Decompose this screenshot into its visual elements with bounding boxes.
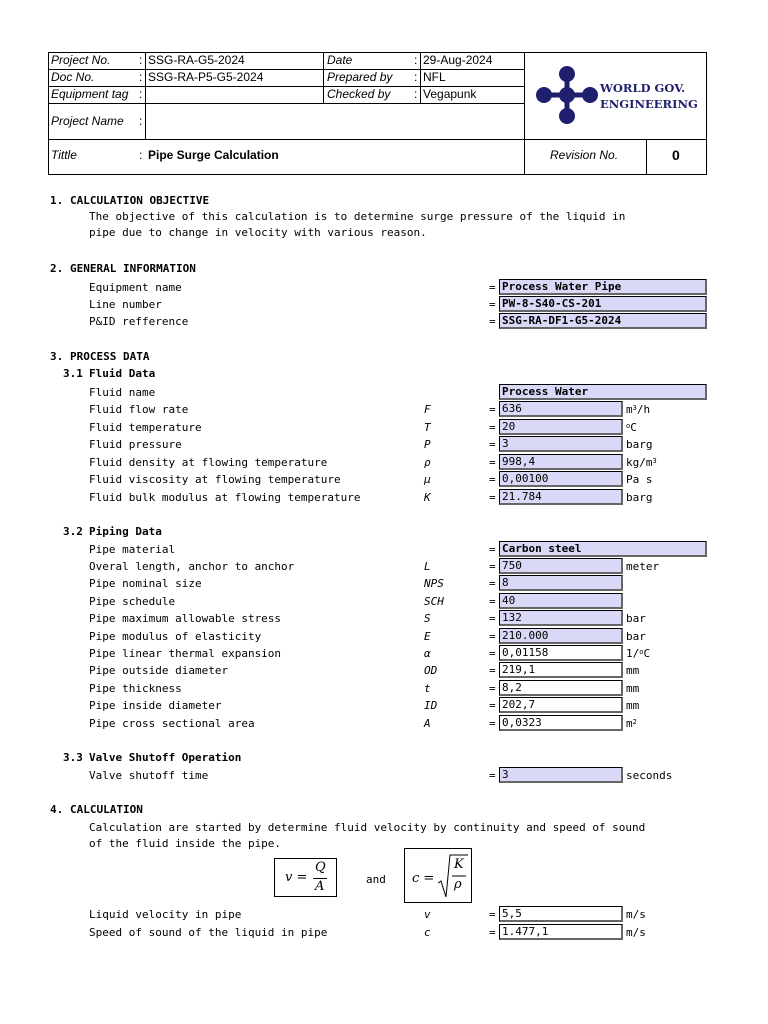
pipe-value-field: 219,1 — [499, 662, 623, 678]
section-number: 1. — [50, 194, 64, 207]
equals-sign: = — [489, 560, 496, 573]
equals-sign: = — [489, 438, 496, 451]
fluid-value-input[interactable]: 998,4 — [499, 454, 623, 470]
unit-label: m/s — [626, 925, 646, 939]
symbol-label: c — [424, 925, 431, 939]
equals-sign: = — [489, 699, 496, 713]
objective-text: pipe due to change in velocity with various reason. — [89, 226, 427, 239]
colon: : — [414, 53, 418, 67]
calculation-text: Calculation are started by determine fluid velocity by continuity and speed of sound — [89, 821, 646, 834]
unit-label: seconds — [626, 769, 673, 782]
colon: : — [414, 87, 418, 101]
colon: : — [139, 70, 143, 84]
symbol-label: ID — [424, 699, 438, 713]
field-label: Pipe inside diameter — [89, 699, 222, 713]
field-label: Liquid velocity in pipe — [89, 908, 242, 921]
checked-by-label: Checked by — [327, 87, 391, 101]
equals-sign: = — [489, 629, 496, 643]
equals-sign: = — [489, 315, 496, 328]
pipe-value-field: 8,2 — [499, 680, 623, 696]
calc-value-field: 1.477,1 — [499, 924, 623, 940]
equipment-name-input[interactable]: Process Water Pipe — [499, 279, 707, 295]
field-label: Fluid temperature — [89, 420, 202, 434]
fluid-name-input[interactable]: Process Water — [499, 384, 707, 400]
unit-label: m/s — [626, 908, 646, 921]
date-value: 29-Aug-2024 — [423, 53, 493, 67]
field-label: Valve shutoff time — [89, 769, 209, 782]
field-label: Fluid viscosity at flowing temperature — [89, 473, 341, 486]
unit-label: barg — [626, 438, 653, 451]
field-label: Pipe linear thermal expansion — [89, 647, 282, 660]
valve-shutoff-time-input[interactable]: 3 — [499, 767, 623, 783]
line-number-input[interactable]: PW-8-S40-CS-201 — [499, 296, 707, 312]
unit-label: mm — [626, 681, 640, 695]
field-label: Pipe nominal size — [89, 577, 202, 591]
section-number: 3. — [50, 350, 64, 363]
unit-label: $m^3/h$ — [626, 403, 651, 416]
equals-sign: = — [489, 681, 496, 695]
equals-sign: = — [489, 612, 496, 626]
field-label: Pipe schedule — [89, 594, 176, 608]
objective-text: The objective of this calculation is to determine surge pressure of the liquid in — [89, 210, 626, 223]
prepared-by-label: Prepared by — [327, 70, 393, 84]
field-label: Fluid pressure — [89, 438, 182, 451]
unit-label: $kg/m^3$ — [626, 455, 657, 469]
equals-sign: = — [489, 925, 496, 939]
equals-sign: = — [489, 455, 496, 469]
equals-sign: = — [489, 490, 496, 504]
pipe-value-input[interactable]: 210.000 — [499, 628, 623, 644]
field-label: Fluid name — [89, 386, 156, 399]
symbol-label: A — [424, 716, 431, 730]
colon: : — [414, 70, 418, 84]
fluid-value-input[interactable]: 21.784 — [499, 489, 623, 505]
field-label: Speed of sound of the liquid in pipe — [89, 925, 328, 939]
equals-sign: = — [489, 543, 496, 556]
symbol-label: ρ — [424, 455, 431, 469]
section-title: CALCULATION — [70, 803, 143, 816]
subsection-number: 3.1 — [63, 367, 83, 380]
equals-sign: = — [489, 716, 496, 730]
equals-sign: = — [489, 769, 496, 782]
field-label: Fluid flow rate — [89, 403, 189, 416]
colon: : — [139, 148, 143, 162]
field-label: P&ID refference — [89, 315, 189, 328]
pipe-value-input[interactable]: 132 — [499, 610, 623, 626]
unit-label: bar — [626, 612, 646, 626]
field-label: Equipment name — [89, 281, 182, 294]
subsection-title: Piping Data — [89, 525, 162, 538]
field-label: Fluid density at flowing temperature — [89, 455, 328, 469]
section-title: CALCULATION OBJECTIVE — [70, 194, 210, 207]
equals-sign: = — [489, 403, 496, 416]
title-label: Tittle — [51, 148, 77, 162]
unit-label: barg — [626, 490, 653, 504]
unit-label: 1/$^o$C — [626, 647, 651, 660]
fluid-value-input[interactable]: 636 — [499, 401, 623, 417]
field-label: Fluid bulk modulus at flowing temperature — [89, 490, 361, 504]
prepared-by-value: NFL — [423, 70, 446, 84]
document-title: Pipe Surge Calculation — [148, 148, 279, 162]
pipe-value-input[interactable]: 750 — [499, 558, 623, 574]
calc-value-field: 5,5 — [499, 906, 623, 922]
revision-value: 0 — [672, 147, 680, 163]
colon: : — [139, 114, 143, 128]
unit-label: bar — [626, 629, 646, 643]
project-no-value: SSG-RA-G5-2024 — [148, 53, 245, 67]
equals-sign: = — [489, 298, 496, 311]
and-text: and — [366, 873, 386, 886]
colon: : — [139, 53, 143, 67]
company-logo-icon — [534, 64, 600, 126]
section-number: 2. — [50, 262, 64, 275]
pipe-material-input[interactable]: Carbon steel — [499, 541, 707, 557]
pipe-value-input[interactable]: 8 — [499, 575, 623, 591]
unit-label: Pa s — [626, 473, 653, 486]
speed-of-sound-formula: c = K ρ — [404, 848, 472, 903]
pipe-value-field: 202,7 — [499, 697, 623, 713]
subsection-number: 3.2 — [63, 525, 83, 538]
symbol-label: K — [424, 490, 431, 504]
equals-sign: = — [489, 473, 496, 486]
field-label: Pipe outside diameter — [89, 664, 229, 678]
equipment-tag-label: Equipment tag — [51, 87, 129, 101]
company-logo-text: WORLD GOV. ENGINEERING — [600, 81, 698, 111]
section-title: GENERAL INFORMATION — [70, 262, 196, 275]
subsection-title: Fluid Data — [89, 367, 156, 380]
pipe-value-input[interactable]: 40 — [499, 593, 623, 609]
symbol-label: v — [424, 908, 431, 921]
fluid-value-input[interactable]: 20 — [499, 419, 623, 435]
fluid-value-input[interactable]: 0,00100 — [499, 471, 623, 487]
field-label: Pipe modulus of elasticity — [89, 629, 262, 643]
revision-label: Revision No. — [550, 148, 619, 162]
symbol-label: T — [424, 420, 431, 434]
pid-reference-input[interactable]: SSG-RA-DF1-G5-2024 — [499, 313, 707, 329]
field-label: Line number — [89, 298, 162, 311]
equals-sign: = — [489, 664, 496, 678]
fluid-value-input[interactable]: 3 — [499, 436, 623, 452]
symbol-label: NPS — [424, 577, 444, 591]
field-label: Pipe maximum allowable stress — [89, 612, 282, 626]
equals-sign: = — [489, 281, 496, 294]
symbol-label: E — [424, 629, 431, 643]
pipe-value-field: 0,01158 — [499, 645, 623, 661]
unit-label: mm — [626, 699, 640, 713]
symbol-label: F — [424, 403, 431, 416]
equals-sign: = — [489, 908, 496, 921]
unit-label: meter — [626, 560, 660, 573]
equals-sign: = — [489, 577, 496, 591]
unit-label: mm — [626, 664, 640, 678]
symbol-label: t — [424, 681, 431, 695]
section-title: PROCESS DATA — [70, 350, 150, 363]
equals-sign: = — [489, 647, 496, 660]
unit-label: $m^2$ — [626, 716, 637, 730]
symbol-label: SCH — [424, 594, 444, 608]
pipe-value-field: 0,0323 — [499, 715, 623, 731]
project-name-label: Project Name — [51, 114, 124, 128]
unit-label: $^o$C — [626, 420, 637, 434]
doc-no-label: Doc No. — [51, 70, 95, 84]
symbol-label: P — [424, 438, 431, 451]
section-number: 4. — [50, 803, 64, 816]
field-label: Overal length, anchor to anchor — [89, 560, 295, 573]
symbol-label: L — [424, 560, 431, 573]
field-label: Pipe thickness — [89, 681, 182, 695]
equals-sign: = — [489, 420, 496, 434]
colon: : — [139, 87, 143, 101]
subsection-number: 3.3 — [63, 751, 83, 764]
symbol-label: α — [424, 647, 431, 660]
symbol-label: OD — [424, 664, 438, 678]
checked-by-value: Vegapunk — [423, 87, 477, 101]
symbol-label: S — [424, 612, 431, 626]
doc-no-value: SSG-RA-P5-G5-2024 — [148, 70, 264, 84]
equals-sign: = — [489, 594, 496, 608]
symbol-label: μ — [424, 473, 431, 486]
project-no-label: Project No. — [51, 53, 111, 67]
field-label: Pipe cross sectional area — [89, 716, 255, 730]
subsection-title: Valve Shutoff Operation — [89, 751, 242, 764]
field-label: Pipe material — [89, 543, 176, 556]
velocity-formula: v = Q A — [274, 858, 337, 897]
date-label: Date — [327, 53, 353, 67]
calculation-text: of the fluid inside the pipe. — [89, 837, 282, 850]
